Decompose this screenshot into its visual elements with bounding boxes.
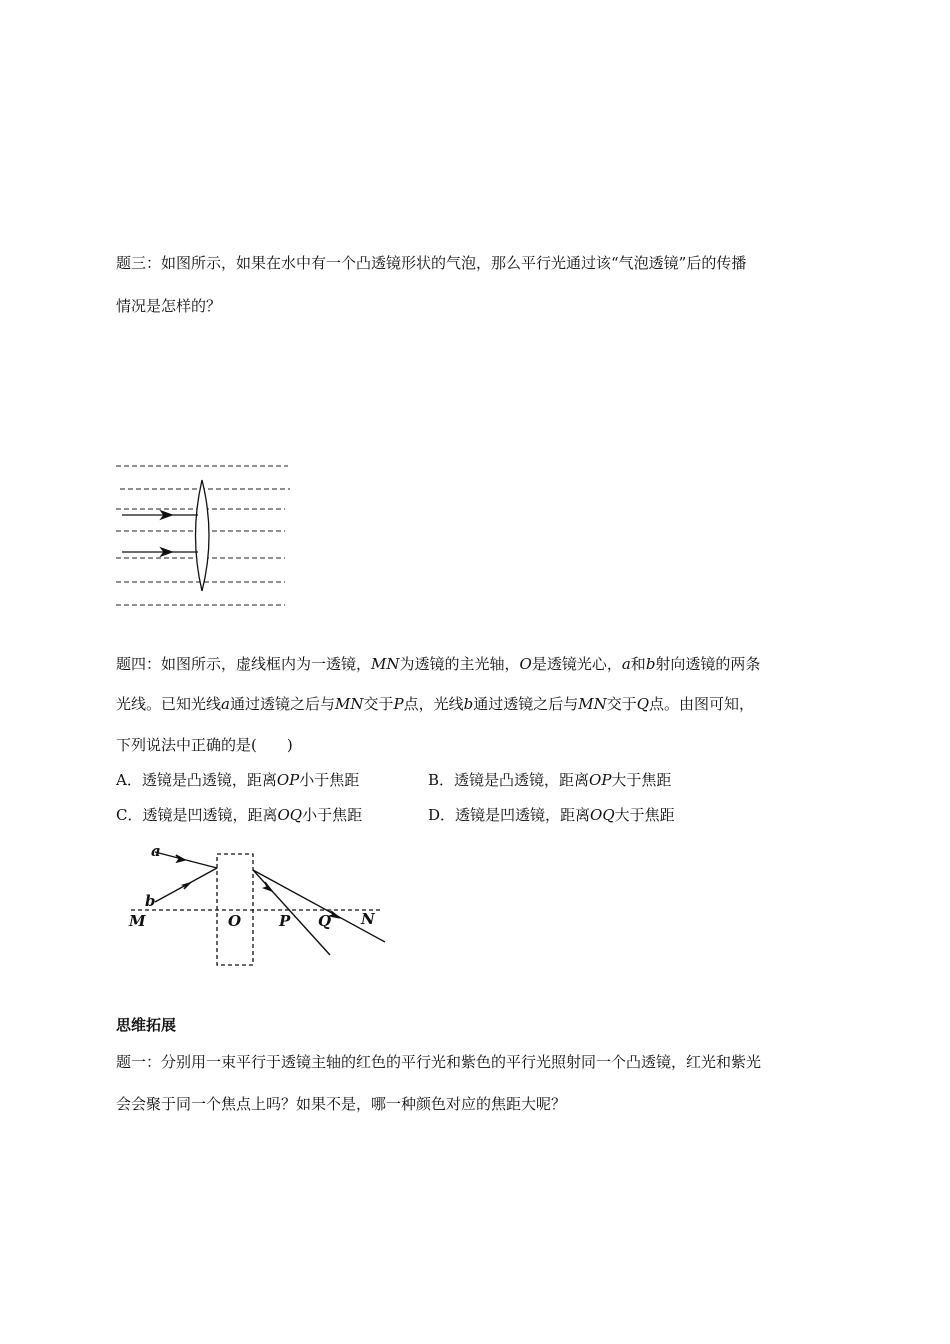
label-b: b <box>145 892 156 910</box>
var-o: O <box>519 655 532 673</box>
var-a: a <box>621 655 631 673</box>
var-b: b <box>645 655 656 673</box>
ray-a-refracted-arrowhead <box>264 882 272 891</box>
option-b: B．透镜是凸透镜，距离OP大于焦距 <box>428 771 672 789</box>
bubble-lens-shape <box>196 480 210 591</box>
label-q: Q <box>318 912 332 930</box>
label-a: a <box>151 842 161 860</box>
q3-text-line-1: 题三：如图所示，如果在水中有一个凸透镜形状的气泡，那么平行光通过该“气泡透镜”后的传播 <box>116 254 747 272</box>
q4-text-line-2: 光线。已知光线a通过透镜之后与MN交于P点，光线b通过透镜之后与MN交于Q点。由图可知， <box>116 695 755 713</box>
ext-text-line-1: 题一：分别用一束平行于透镜主轴的红色的平行光和紫色的平行光照射同一个凸透镜，红光和紫光 <box>116 1053 762 1071</box>
ray-b-refracted <box>253 870 385 942</box>
option-a: A．透镜是凸透镜，距离OP小于焦距 <box>116 771 360 789</box>
bubble-lens-diagram <box>110 458 295 613</box>
ray-b-arrowhead <box>183 883 190 889</box>
q4-text-line-3: 下列说法中正确的是( ) <box>116 736 293 754</box>
ray-b-refracted-arrowhead <box>330 911 340 918</box>
q3-text-line-2: 情况是怎样的？ <box>116 297 222 315</box>
label-n: N <box>361 910 375 928</box>
section-heading: 思维拓展 <box>116 1016 177 1034</box>
label-m: M <box>129 912 146 930</box>
lens-box-diagram <box>125 840 390 970</box>
option-c: C．透镜是凹透镜，距离OQ小于焦距 <box>116 806 363 824</box>
label-o: O <box>228 912 242 930</box>
option-d: D．透镜是凹透镜，距离OQ大于焦距 <box>428 806 675 824</box>
ray-a-arrowhead <box>176 855 185 862</box>
label-p: P <box>279 912 291 930</box>
q4-text-line-1: 题四：如图所示，虚线框内为一透镜，MN为透镜的主光轴，O是透镜光心，a和b射向透镜的两条 <box>116 655 761 673</box>
ext-text-line-2: 会会聚于同一个焦点上吗？如果不是，哪一种颜色对应的焦距大呢？ <box>116 1095 567 1113</box>
var-mn: MN <box>371 655 400 673</box>
